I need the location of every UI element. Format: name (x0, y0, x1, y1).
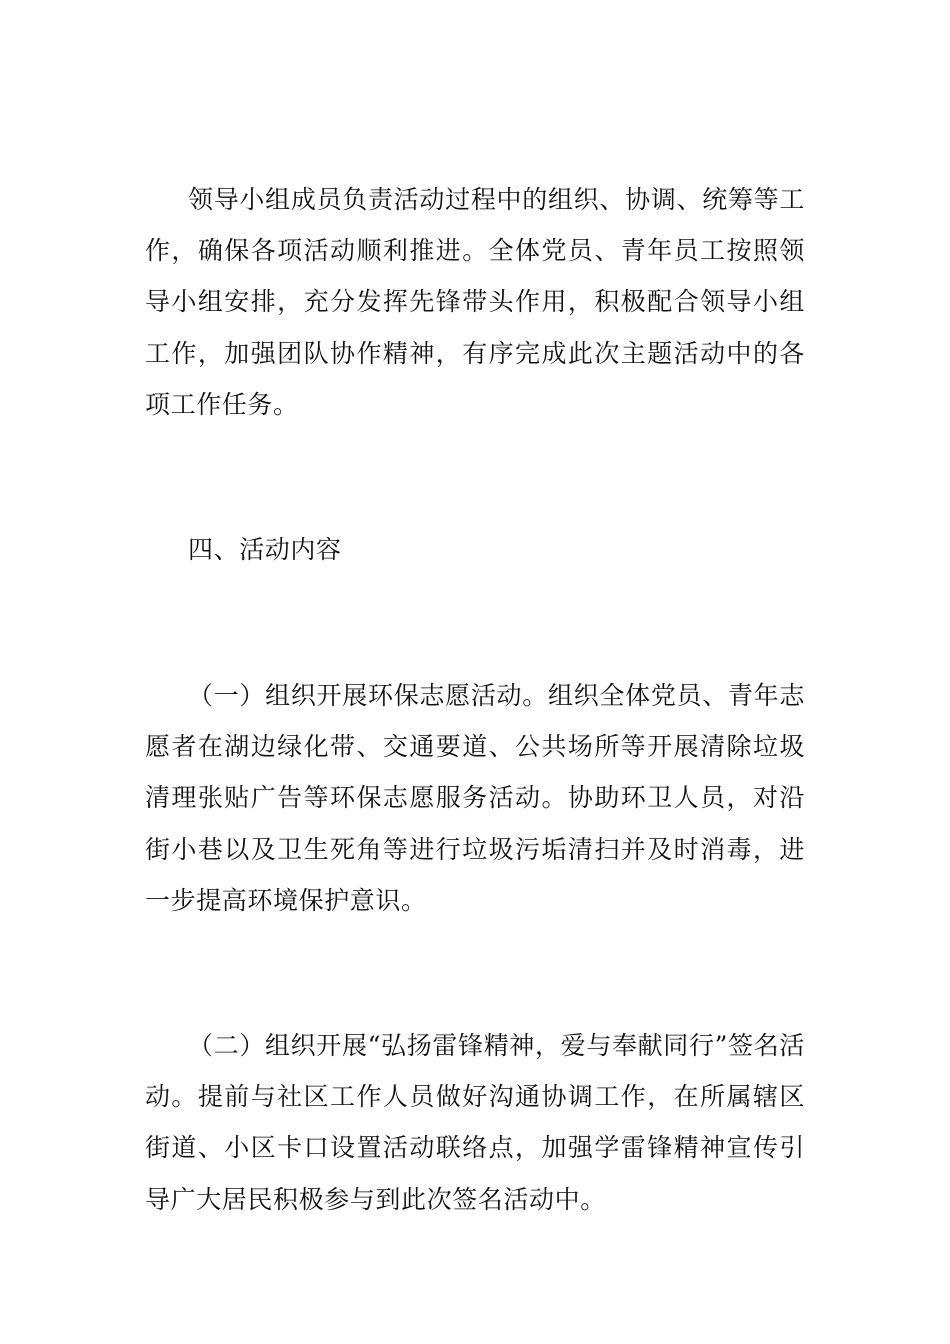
item-leifeng-signature-activity: （二）组织开展“弘扬雷锋精神，爱与奉献同行”签名活动。提前与社区工作人员做好沟通协调工作，在所属辖区街道、小区卡口设置活动联络点，加强学雷锋精神宣传引导广大居民积极参与到此次签名活动中。 (145, 1031, 805, 1214)
section-heading-activity-content: 四、活动内容 (188, 535, 342, 564)
item-environmental-volunteer-activity: （一）组织开展环保志愿活动。组织全体党员、青年志愿者在湖边绿化带、交通要道、公共场所等开展清除垃圾清理张贴广告等环保志愿服务活动。协助环卫人员，对沿街小巷以及卫生死角等进行垃圾污垢清扫并及时消毒，进一步提高环境保护意识。 (145, 681, 805, 915)
leadership-group-paragraph: 领导小组成员负责活动过程中的组织、协调、统筹等工作，确保各项活动顺利推进。全体党员、青年员工按照领导小组安排，充分发挥先锋带头作用，积极配合领导小组工作，加强团队协作精神，有序完成此次主题活动中的各项工作任务。 (145, 185, 805, 419)
